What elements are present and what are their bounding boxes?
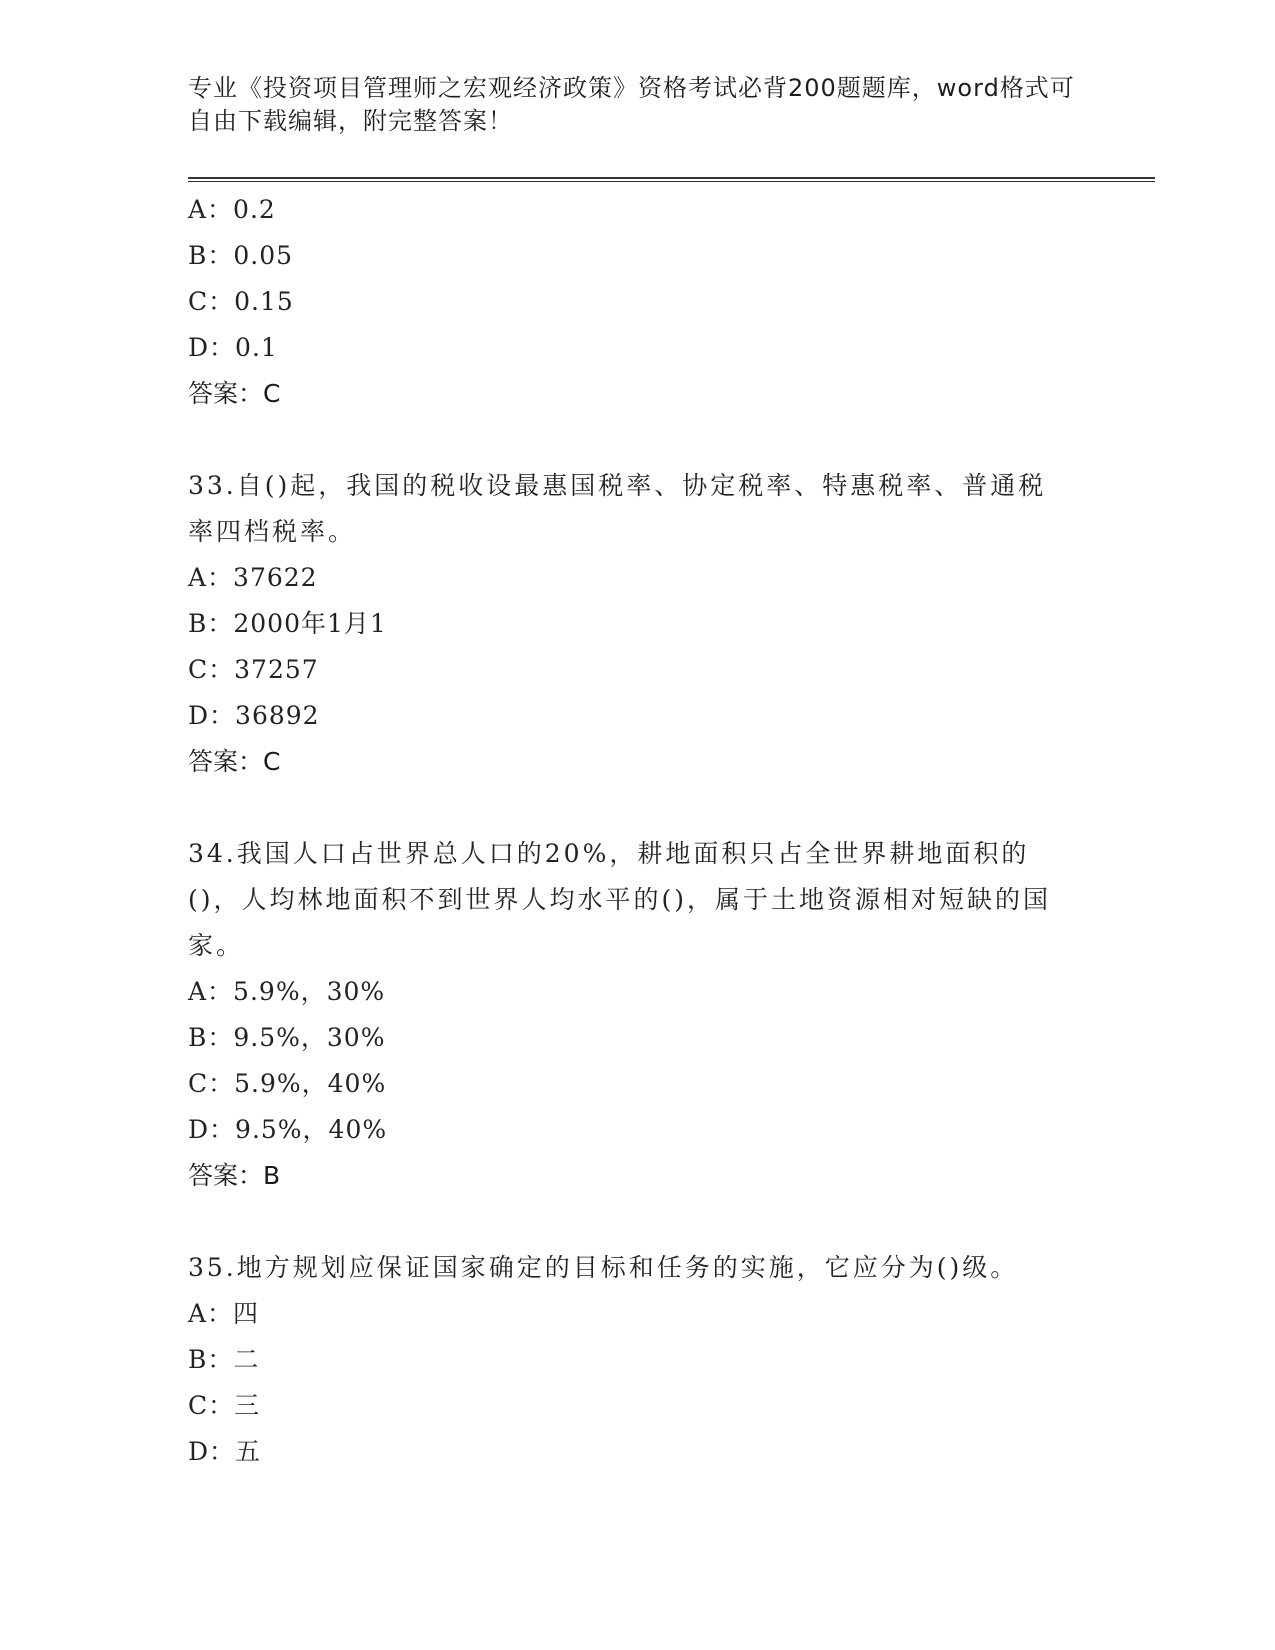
option-b: B：2000年1月1 [188, 609, 387, 638]
option-d: D：9.5%，40% [188, 1115, 388, 1144]
question-text: 33.自()起，我国的税收设最惠国税率、协定税率、特惠税率、普通税率四档税率。 [188, 471, 1047, 546]
answer-line: 答案：C [188, 747, 281, 776]
option-b: B：二 [188, 1345, 260, 1374]
option-b: B：9.5%，30% [188, 1023, 386, 1052]
option-a: A：37622 [188, 563, 318, 592]
option-c: C：37257 [188, 655, 319, 684]
question-text: 34.我国人口占世界总人口的20%，耕地面积只占全世界耕地面积的()，人均林地面积不到世界人均水平的()，属于土地资源相对短缺的国家。 [188, 839, 1052, 960]
header-title-line2: 自由下载编辑，附完整答案！ [188, 107, 513, 135]
answer-line: 答案：B [188, 1161, 281, 1190]
option-a: A：5.9%，30% [188, 977, 386, 1006]
document-body [188, 187, 1088, 1475]
option-d: D：0.1 [188, 333, 278, 362]
option-d: D：36892 [188, 701, 320, 730]
option-d: D：五 [188, 1437, 262, 1466]
option-a: A：四 [188, 1299, 260, 1328]
option-c: C：三 [188, 1391, 261, 1420]
header-divider [188, 177, 1155, 182]
answer-line: 答案：C [188, 379, 281, 408]
document-header [188, 72, 1088, 138]
option-b: B：0.05 [188, 241, 294, 270]
option-a: A：0.2 [188, 195, 276, 224]
question-34-block [188, 831, 1088, 1199]
question-33-block [188, 463, 1088, 785]
question-text: 35.地方规划应保证国家确定的目标和任务的实施，它应分为()级。 [188, 1253, 1019, 1282]
header-title-line1: 专业《投资项目管理师之宏观经济政策》资格考试必背200题题库，word格式可 [188, 74, 1075, 102]
question-35-block [188, 1245, 1088, 1475]
option-c: C：5.9%，40% [188, 1069, 387, 1098]
option-c: C：0.15 [188, 287, 294, 316]
prev-question-block [188, 187, 1088, 417]
